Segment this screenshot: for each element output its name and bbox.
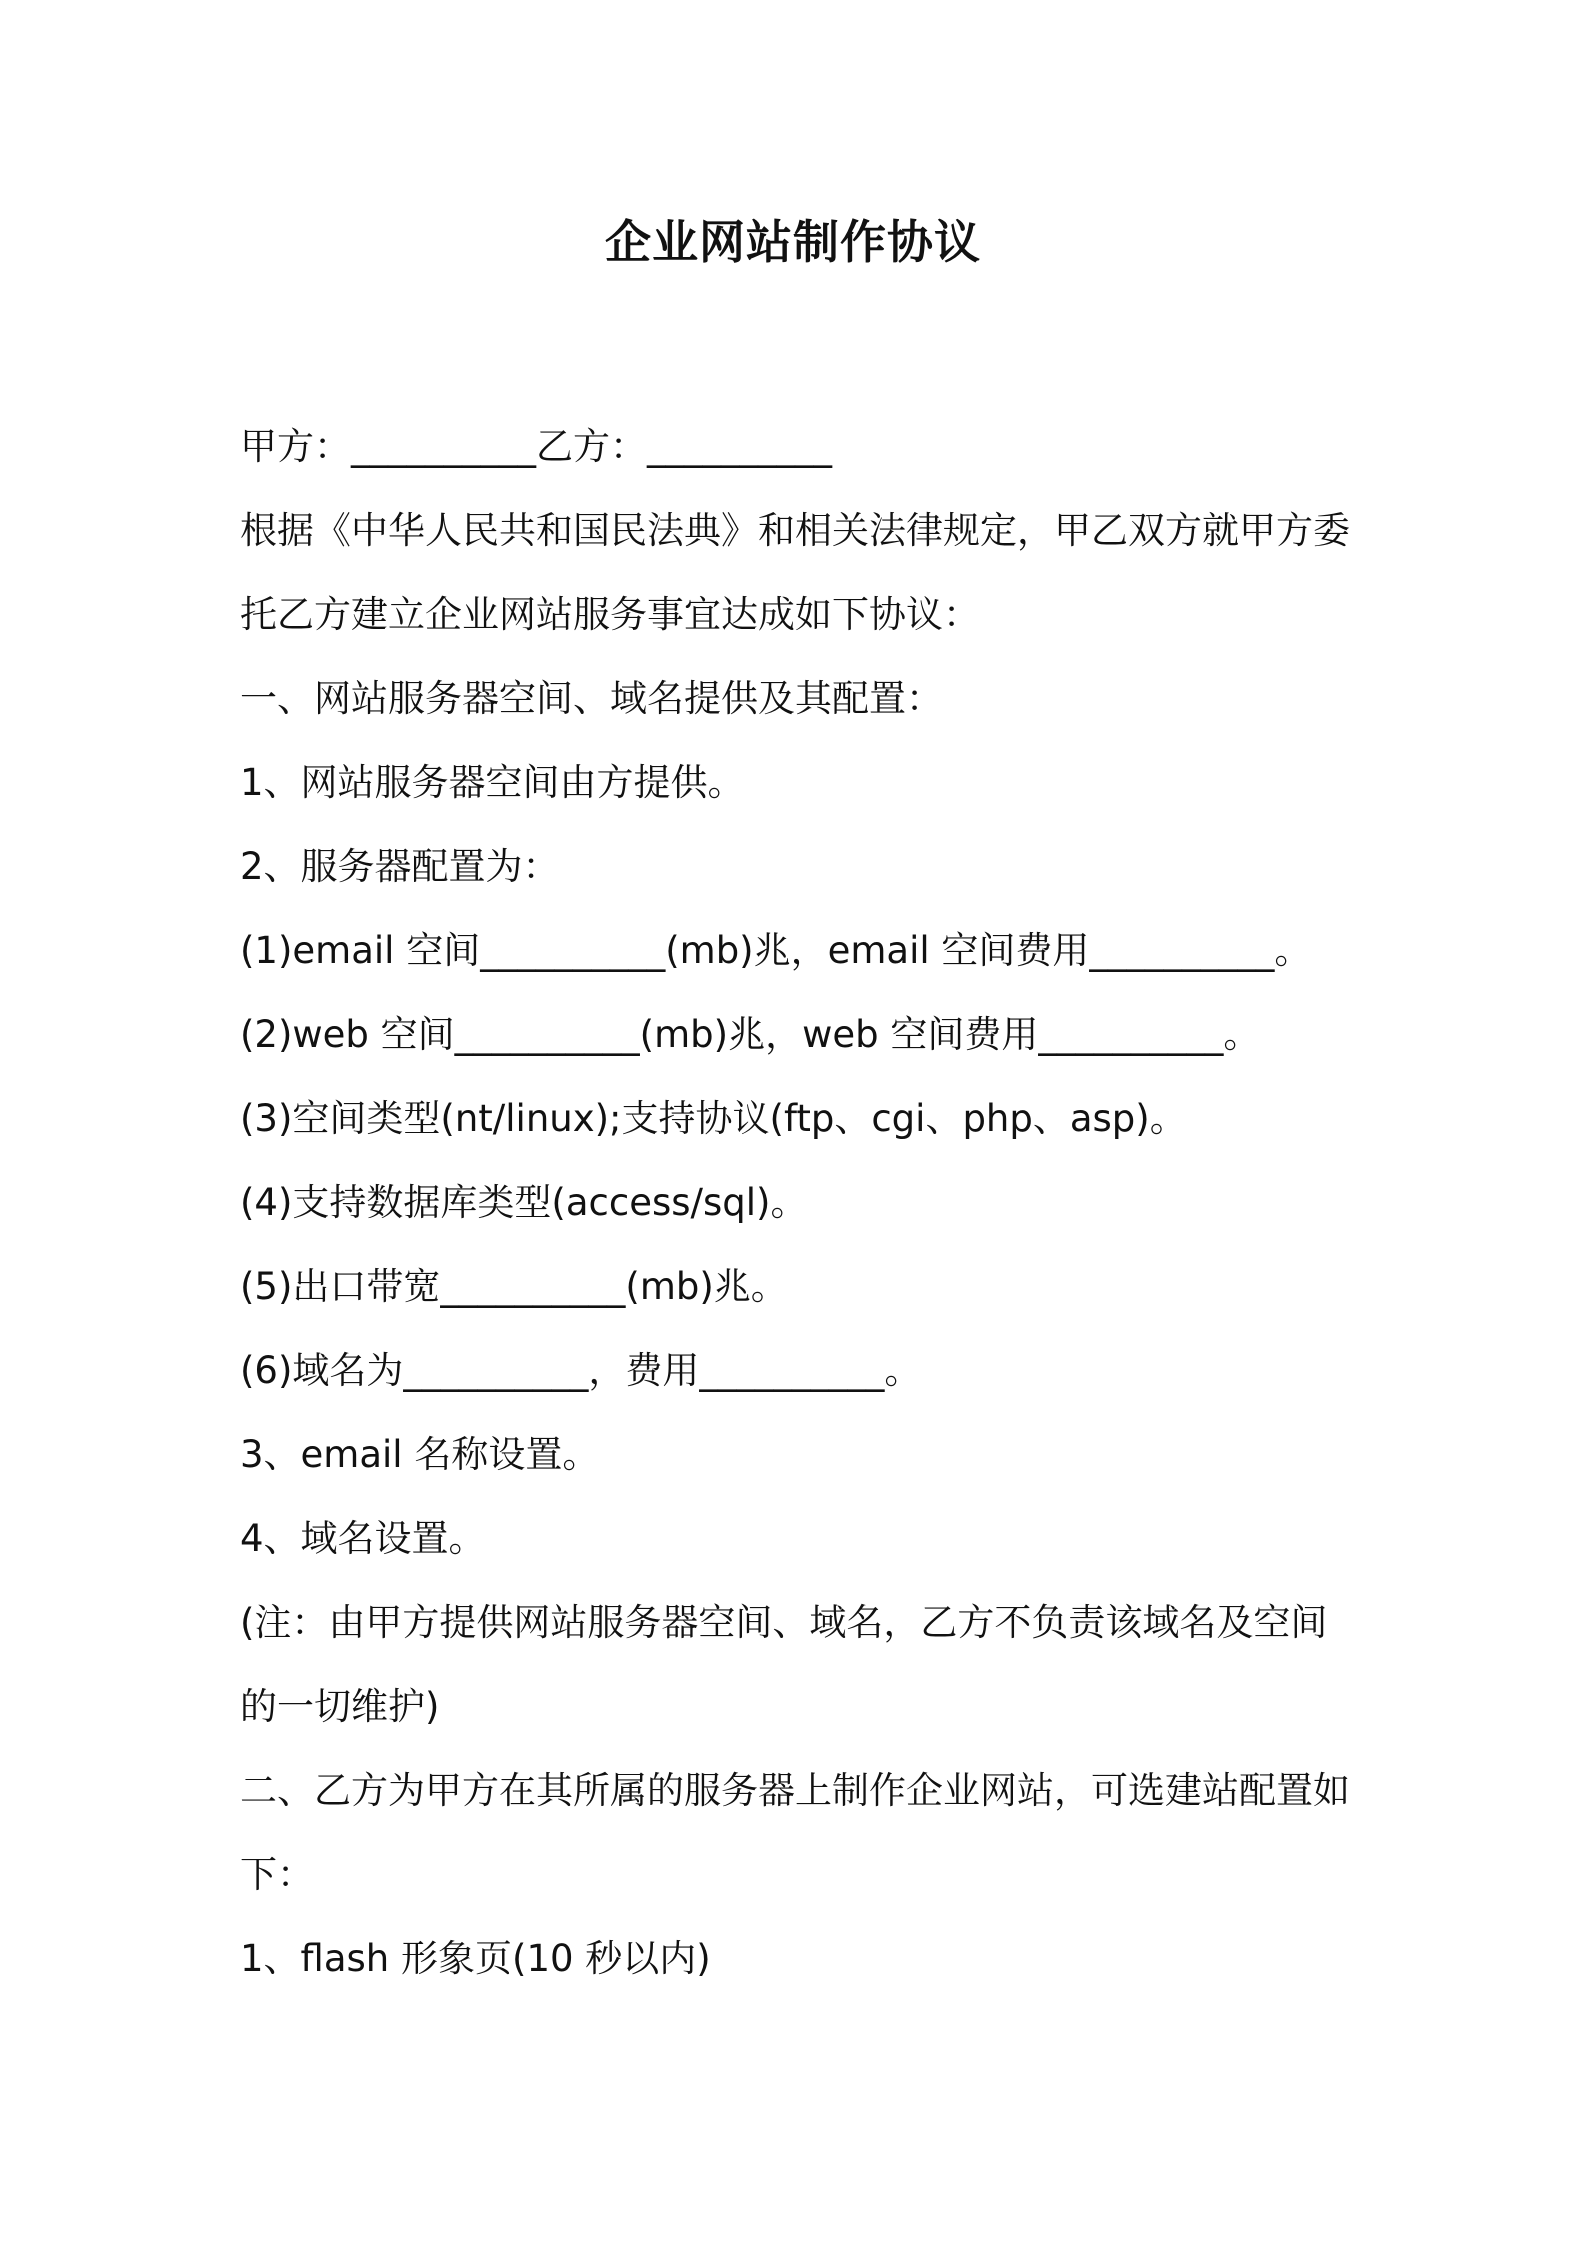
preamble-line-1: 根据《中华人民共和国民法典》和相关法律规定，甲乙双方就甲方委 [240,509,1350,552]
document-body [240,405,1360,2001]
config-domain: (6)域名为__________，费用__________。 [240,1349,922,1392]
parties-line: 甲方：__________乙方：__________ [240,425,832,468]
clause-1-4: 4、域名设置。 [240,1517,486,1560]
clause-1-3: 3、email 名称设置。 [240,1433,600,1476]
clause-2-1: 1、flash 形象页(10 秒以内) [240,1937,711,1980]
preamble-line-2: 托乙方建立企业网站服务事宜达成如下协议： [240,593,980,636]
config-web-space: (2)web 空间__________(mb)兆，web 空间费用__________。 [240,1013,1261,1056]
config-bandwidth: (5)出口带宽__________(mb)兆。 [240,1265,788,1308]
config-database: (4)支持数据库类型(access/sql)。 [240,1181,808,1224]
document-title: 企业网站制作协议 [605,215,981,269]
clause-1-1: 1、网站服务器空间由方提供。 [240,761,745,804]
section-2-heading-line-2: 下： [240,1853,314,1896]
section-1-heading: 一、网站服务器空间、域名提供及其配置： [240,677,943,720]
note-line-1: (注：由甲方提供网站服务器空间、域名，乙方不负责该域名及空间 [240,1601,1328,1644]
config-email-space: (1)email 空间__________(mb)兆，email 空间费用__________。 [240,929,1312,972]
section-2-heading-line-1: 二、乙方为甲方在其所属的服务器上制作企业网站，可选建站配置如 [240,1769,1350,1812]
config-space-type: (3)空间类型(nt/linux);支持协议(ftp、cgi、php、asp)。 [240,1097,1187,1140]
note-line-2: 的一切维护) [240,1685,440,1728]
clause-1-2: 2、服务器配置为： [240,845,560,888]
